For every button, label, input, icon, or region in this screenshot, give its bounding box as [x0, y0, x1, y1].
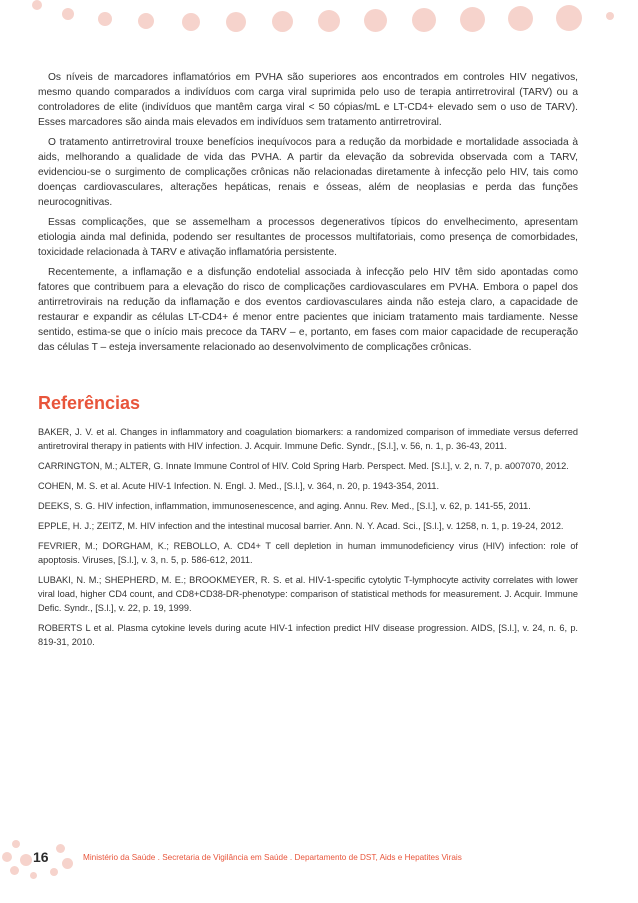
decorative-dot [508, 6, 533, 31]
decorative-dot [62, 8, 74, 20]
decorative-dot [62, 858, 73, 869]
decorative-dot [272, 11, 293, 32]
decorative-dot [364, 9, 387, 32]
decorative-dot [556, 5, 582, 31]
reference-item: ROBERTS L et al. Plasma cytokine levels during acute HIV-1 infection predict HIV disease progression. AIDS, [S.l.], v. 24, n. 6, p. 819-31, 2010. [38, 623, 578, 647]
references-heading: Referências [38, 393, 141, 413]
reference-item: CARRINGTON, M.; ALTER, G. Innate Immune Control of HIV. Cold Spring Harb. Perspect. Med. [S.l.], v. 2, n. 7, p. a007070, 2012. [38, 461, 569, 471]
reference-item: COHEN, M. S. et al. Acute HIV-1 Infection. N. Engl. J. Med., [S.l.], v. 364, n. 20, p. 1943-354, 2011. [38, 481, 440, 491]
decorative-dot [606, 12, 614, 20]
decorative-dot [30, 872, 37, 879]
decorative-dot [2, 852, 12, 862]
decorative-dot [32, 0, 42, 10]
reference-item: EPPLE, H. J.; ZEITZ, M. HIV infection and the intestinal mucosal barrier. Ann. N. Y. Acad. Sci., [S.l.], v. 1258, n. 1, p. 19-24, 2012. [38, 521, 564, 531]
decorative-dot [50, 868, 58, 876]
decorative-dot [460, 7, 485, 32]
reference-item: LUBAKI, N. M.; SHEPHERD, M. E.; BROOKMEYER, R. S. et al. HIV-1-specific cytolytic T-lymphocyte activity correlates with lower viral load, higher CD4 count, and CD8+CD38-DR-phenotype: comparison of statistical methods for measurement. J. Acquir. Immune Defic. Syndr., [S.l.], v. 22, p. 19, 1999. [38, 575, 578, 613]
footer-publisher-text: Ministério da Saúde . Secretaria de Vigilância em Saúde . Departamento de DST, Aids e Hepatites Virais [83, 853, 462, 862]
page-footer [0, 840, 638, 880]
body-paragraph: Os níveis de marcadores inflamatórios em PVHA são superiores aos encontrados em controles HIV negativos, mesmo quando comparados a indivíduos com carga viral suprimida pelo uso de terapia antirretroviral (TARV) ou a controladores de elite (indivíduos que mantêm carga viral < 50 cópias/mL e LT-CD4+ elevado sem o uso de TARV). Esses marcadores são ainda mais elevados em indivíduos sem tratamento antirretroviral. [38, 72, 578, 128]
decorative-dot [98, 12, 112, 26]
decorative-dot [412, 8, 436, 32]
body-paragraph: Recentemente, a inflamação e a disfunção endotelial associada à infecção pelo HIV têm sido apontadas como fatores que contribuem para a elevação do risco de complicações cardiovasculares em PVHA. Embora o papel dos antirretrovirais na redução da inflamação e dos eventos cardiovasculares ainda não esteja claro, a capacidade de restaurar e expandir as células LT-CD4+ é menor entre pacientes que iniciam tratamento mais tardiamente. Nesse sentido, estima-se que o início mais precoce da TARV – e, portanto, em fases com maior capacidade de recuperação das células T – esteja inversamente relacionado ao desenvolvimento de complicações crônicas. [38, 267, 578, 353]
decorative-dot [56, 844, 65, 853]
references-list [38, 425, 578, 655]
body-paragraph: Essas complicações, que se assemelham a processos degenerativos típicos do envelhecimento, apresentam etiologia ainda mal definida, podendo ser resultantes de processos multifatoriais, como presença de comorbidades, toxicidade relacionada à TARV e ativação inflamatória persistente. [38, 217, 578, 258]
decorative-dot [182, 13, 200, 31]
decorative-dot [12, 840, 20, 848]
top-decorative-dots [0, 0, 638, 40]
page-number: 16 [33, 849, 49, 865]
decorative-dot [20, 854, 32, 866]
decorative-dot [318, 10, 340, 32]
decorative-dot [138, 13, 154, 29]
body-paragraph: O tratamento antirretroviral trouxe benefícios inequívocos para a redução da morbidade e mortalidade associada à aids, melhorando a qualidade de vida das PVHA. A partir da elevação da sobrevida observada com a TARV, evidenciou-se o surgimento de complicações crônicas não relacionadas diretamente à infecção pelo HIV, tais como doenças cardiovasculares, alterações hepáticas, renais e ósseas, além de neoplasias e perda das funções neurocognitivas. [38, 137, 578, 208]
reference-item: FEVRIER, M.; DORGHAM, K.; REBOLLO, A. CD4+ T cell depletion in human immunodeficiency virus (HIV) infection: role of apoptosis. Viruses, [S.l.], v. 3, n. 5, p. 586-612, 2011. [38, 541, 578, 565]
decorative-dot [10, 866, 19, 875]
reference-item: DEEKS, S. G. HIV infection, inflammation, immunosenescence, and aging. Annu. Rev. Med., [S.l.], v. 62, p. 141-55, 2011. [38, 501, 531, 511]
reference-item: BAKER, J. V. et al. Changes in inflammatory and coagulation biomarkers: a randomized comparison of immediate versus deferred antiretroviral therapy in patients with HIV infection. J. Acquir. Immune Defic. Syndr., [S.l.], v. 56, n. 1, p. 36-43, 2011. [38, 427, 578, 451]
decorative-dot [226, 12, 246, 32]
body-text [38, 70, 578, 360]
